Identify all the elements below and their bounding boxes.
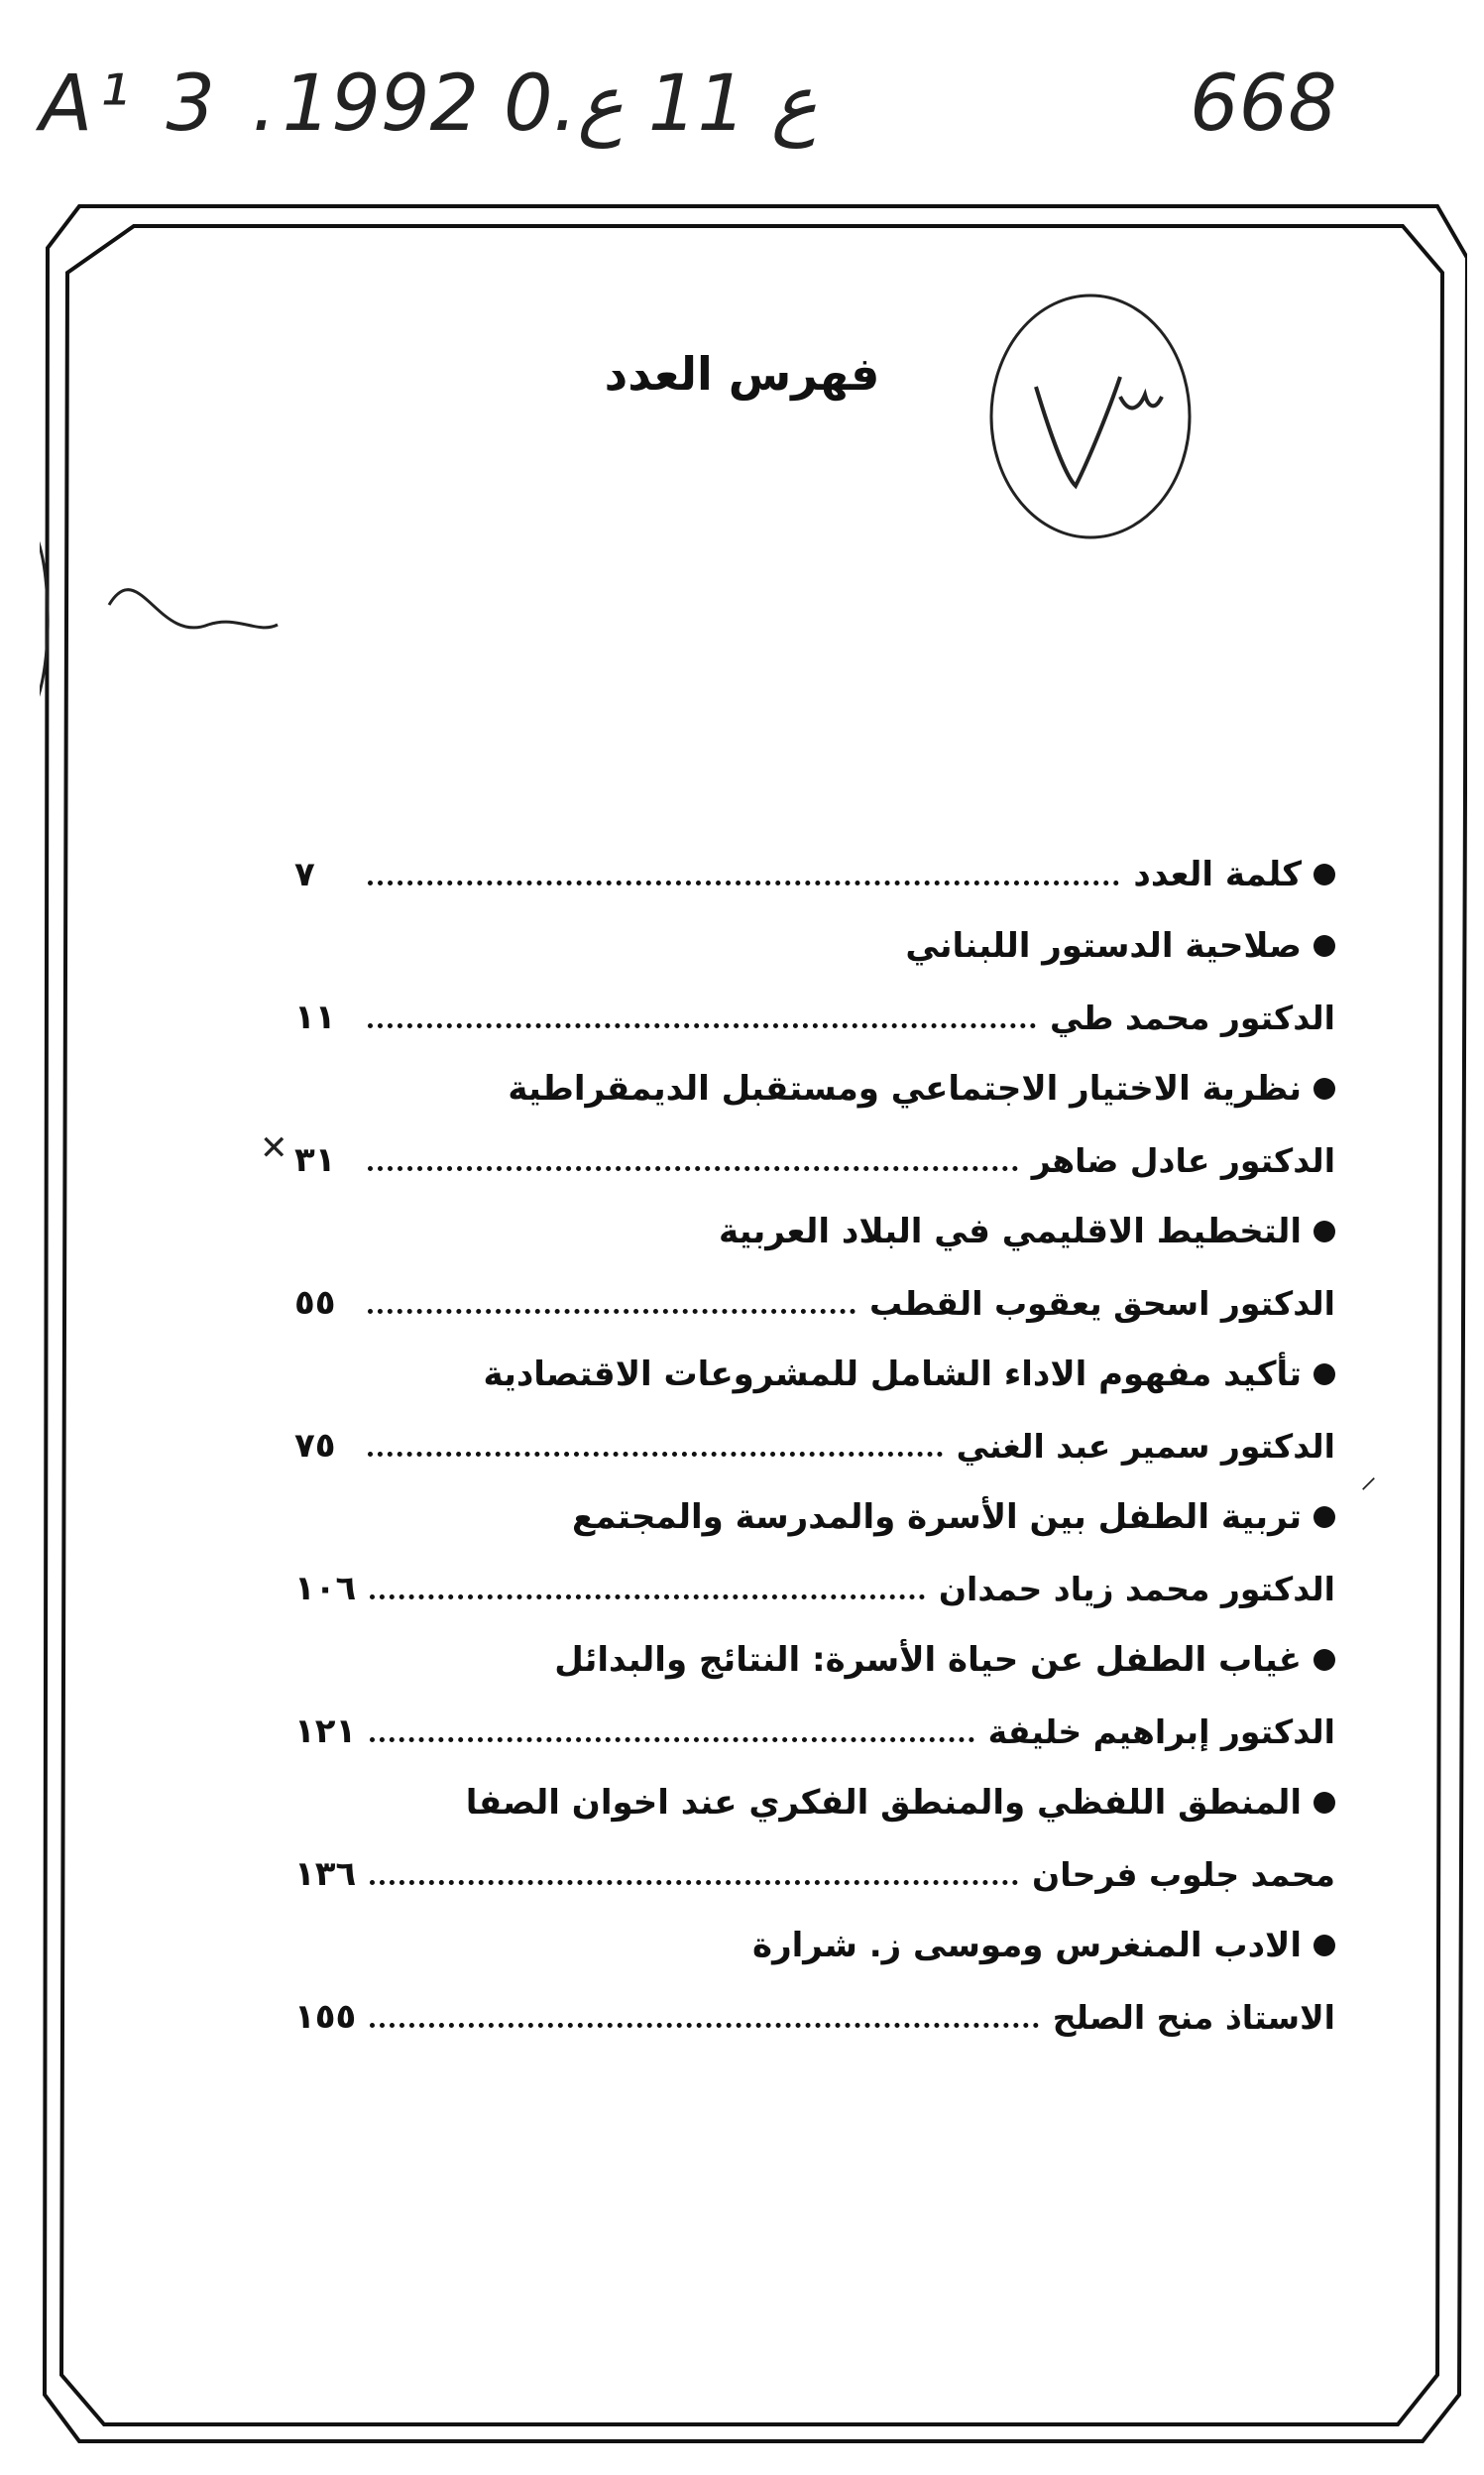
toc-author-row [294,1557,1335,1620]
toc-author: الدكتور اسحق يعقوب القطب [868,1283,1335,1323]
toc-page-number: ٧ [294,855,315,894]
handwritten-tick-mark: ⸝ [1360,1457,1377,1496]
toc-author: الدكتور إبراهيم خليفة [987,1711,1335,1751]
dot-leader [370,1594,925,1599]
toc-page-number: ١١ [294,998,336,1037]
toc-entry [294,1914,1335,1977]
toc-author: الدكتور محمد زياد حمدان [938,1569,1335,1608]
toc-page-number: ٥٥ [294,1283,336,1323]
handwritten-reference: A¹ 3 .ع 11 ع.0 1992 [40,59,818,149]
toc-entry [294,1057,1335,1120]
bullet-icon [1313,1649,1335,1671]
bullet-icon [1313,1506,1335,1528]
bullet-icon [1313,935,1335,957]
toc-author: الدكتور محمد طي [1050,998,1335,1037]
dot-leader [370,1880,1018,1885]
toc-entry [294,1771,1335,1834]
dot-leader [370,1737,973,1742]
toc-page-number: ١٢١ [294,1711,357,1751]
dot-leader [368,1309,856,1314]
toc-author-row [294,1271,1335,1335]
toc-author-row [294,1128,1335,1192]
handwritten-stamp [981,288,1199,545]
bullet-icon [1313,1792,1335,1814]
toc-author: الدكتور عادل ضاهر [1031,1140,1335,1180]
toc-author-row [294,1700,1335,1763]
toc-title: غياب الطفل عن حياة الأسرة: النتائج والبدائل [554,1640,1302,1680]
bullet-icon [1313,864,1335,885]
toc-title: التخطيط الاقليمي في البلاد العربية [719,1212,1302,1251]
toc-entry [294,914,1335,978]
toc-entry [294,1343,1335,1406]
toc-page-number: ١٣٦ [294,1854,357,1894]
toc-title: الادب المنغرس وموسى ز. شرارة [752,1926,1302,1965]
handwritten-number: 668 [1190,59,1337,149]
dot-leader [368,1023,1036,1028]
dot-leader [368,881,1119,885]
toc-page-number: ١٥٥ [294,1997,357,2037]
toc-title: كلمة العدد [1133,855,1302,894]
bullet-icon [1313,1363,1335,1385]
toc-author: الاستاذ منح الصلح [1052,1997,1335,2037]
bullet-icon [1313,1078,1335,1100]
toc-author: محمد جلوب فرحان [1032,1854,1335,1894]
toc-title: المنطق اللفظي والمنطق الفكري عند اخوان الصفا [465,1783,1302,1823]
toc-page-number: ١٠٦ [294,1569,357,1608]
toc-author: الدكتور سمير عبد الغني [956,1426,1335,1466]
toc-page-number: ٧٥ [294,1426,336,1466]
toc-author-row [294,1985,1335,2049]
toc-title: تأكيد مفهوم الاداء الشامل للمشروعات الاقتصادية [483,1355,1302,1394]
dot-leader [370,2023,1038,2028]
page-title: فهرس العدد [604,347,880,401]
bullet-icon [1313,1221,1335,1242]
toc-author-row [294,1842,1335,1906]
toc-author-row [294,986,1335,1049]
toc-entry [294,1485,1335,1549]
toc-title: تربية الطفل بين الأسرة والمدرسة والمجتمع [572,1497,1302,1537]
handwritten-x-mark: ✕ [260,1128,288,1168]
toc-entry [294,1628,1335,1692]
toc-page-number: ٣١ [294,1140,336,1180]
toc-entry [294,1200,1335,1263]
dot-leader [368,1166,1018,1171]
dot-leader [368,1452,943,1457]
bullet-icon [1313,1935,1335,1956]
toc-title: صلاحية الدستور اللبناني [905,926,1302,966]
toc-entry [294,843,1335,906]
toc-author-row [294,1414,1335,1477]
toc-title: نظرية الاختيار الاجتماعي ومستقبل الديمقراطية [508,1069,1302,1109]
